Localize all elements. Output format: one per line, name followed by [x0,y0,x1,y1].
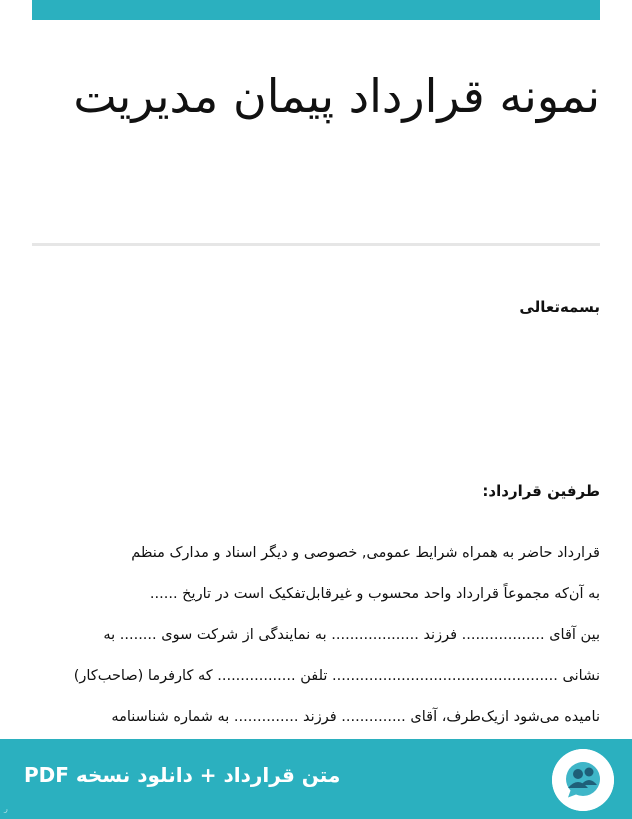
body-line: قرارداد حاضر به همراه شرایط عمومی, خصوصی و دیگر اسناد و مدارک منظم [131,545,600,561]
title-divider [32,243,600,246]
body-line: نامیده می‌شود ازیک‌طرف، آقای .............. فرزند .............. به شماره شناسنامه [111,709,600,725]
download-pdf-link[interactable]: متن قرارداد + دانلود نسخه PDF [24,763,341,787]
body-line: به آن‌که مجموعاً قرارداد واحد محسوب و غیرقابل‌تفکیک است در تاریخ ...... [149,586,600,602]
body-line: نشانی ................................................. تلفن ................. که کارفرما (صاحب‌کار) [73,668,600,684]
top-accent-bar [32,0,600,20]
contract-body-text [28,538,600,743]
people-chat-icon [552,749,614,811]
basmala-heading: بسمه‌تعالی [519,298,600,316]
download-footer-banner[interactable] [0,739,632,819]
body-line: بین آقای .................. فرزند ................... به نمایندگی از شرکت سوی ........ به [103,627,600,643]
page-title: نمونه قرارداد پیمان مدیریت [73,69,600,123]
contract-parties-heading: طرفین قرارداد: [482,482,600,500]
corner-mark: ر [4,804,8,813]
